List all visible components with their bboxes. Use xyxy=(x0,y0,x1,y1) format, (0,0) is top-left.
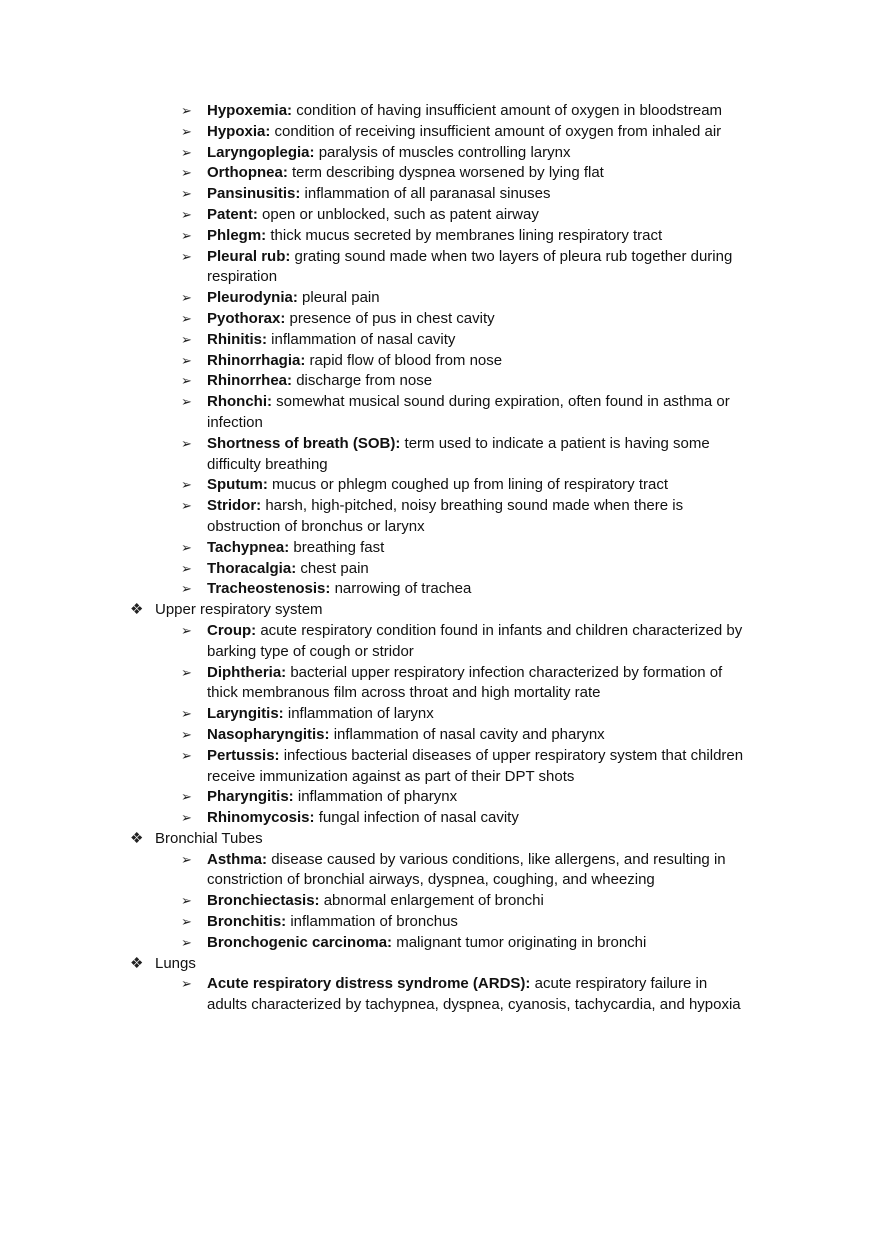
entry-definition: inflammation of nasal cavity xyxy=(271,330,456,348)
entry-definition: paralysis of muscles controlling larynx xyxy=(318,143,571,161)
entry-definition: inflammation of larynx xyxy=(287,705,434,723)
entry-term: Pharyngitis: xyxy=(207,788,294,806)
entry-term: Pansinusitis: xyxy=(207,185,301,203)
entry-term: Tachypnea: xyxy=(207,538,290,556)
entry-definition: constriction of bronchial airways, dyspnea, coughing, and wheezing xyxy=(207,871,655,889)
entry-term: Thoracalgia: xyxy=(207,559,297,577)
section-heading-text: Upper respiratory system xyxy=(155,601,323,619)
section-heading-text: Bronchial Tubes xyxy=(155,829,263,847)
entry-term: Diphtheria: xyxy=(207,663,287,681)
diamond-bullet-icon: ❖ xyxy=(130,829,144,847)
glossary-entry xyxy=(0,974,880,995)
section-heading xyxy=(0,954,880,975)
entry-term: Sputum: xyxy=(207,476,268,494)
glossary-entry-continuation xyxy=(0,455,880,476)
glossary-entry xyxy=(0,663,880,684)
entry-definition: condition of having insufficient amount of oxygen in bloodstream xyxy=(296,102,723,119)
entry-definition: obstruction of bronchus or larynx xyxy=(207,517,425,535)
arrow-bullet-icon: ➢ xyxy=(181,914,192,930)
entry-term: Tracheostenosis: xyxy=(207,580,331,598)
entry-definition: difficulty breathing xyxy=(207,455,328,473)
entry-definition: somewhat musical sound during expiration, often found in asthma or xyxy=(276,393,730,411)
entry-definition: discharge from nose xyxy=(296,372,433,390)
glossary-entry xyxy=(0,288,880,309)
glossary-entry xyxy=(0,163,880,184)
glossary-entry xyxy=(0,725,880,746)
entry-definition: term used to indicate a patient is having some xyxy=(404,434,710,452)
glossary-entry xyxy=(0,787,880,808)
glossary-entry xyxy=(0,891,880,912)
glossary-entry xyxy=(0,392,880,413)
entry-term: Bronchogenic carcinoma: xyxy=(207,933,393,951)
arrow-bullet-icon: ➢ xyxy=(181,165,192,181)
entry-definition: condition of receiving insufficient amount of oxygen from inhaled air xyxy=(274,122,722,140)
glossary-list xyxy=(0,101,880,1016)
entry-term: Nasopharyngitis: xyxy=(207,725,330,743)
entry-definition: presence of pus in chest cavity xyxy=(289,309,495,327)
arrow-bullet-icon: ➢ xyxy=(181,186,192,202)
glossary-entry xyxy=(0,205,880,226)
glossary-entry xyxy=(0,496,880,517)
glossary-entry xyxy=(0,579,880,600)
entry-definition: inflammation of bronchus xyxy=(290,913,458,931)
entry-term: Rhonchi: xyxy=(207,393,272,411)
entry-term: Rhinorrhea: xyxy=(207,372,293,390)
entry-term: Pertussis: xyxy=(207,746,280,764)
entry-definition: term describing dyspnea worsened by lying flat xyxy=(292,164,604,182)
entry-definition: abnormal enlargement of bronchi xyxy=(323,892,544,910)
entry-definition: acute respiratory failure in xyxy=(534,975,708,993)
arrow-bullet-icon: ➢ xyxy=(181,435,192,451)
entry-term: Pyothorax: xyxy=(207,309,286,327)
glossary-entry xyxy=(0,122,880,143)
entry-definition: malignant tumor originating in bronchi xyxy=(396,933,647,951)
glossary-entry xyxy=(0,746,880,767)
arrow-bullet-icon: ➢ xyxy=(181,726,192,742)
entry-definition: respiration xyxy=(207,268,278,286)
glossary-entry xyxy=(0,538,880,559)
glossary-entry-continuation xyxy=(0,683,880,704)
entry-term: Laryngoplegia: xyxy=(207,143,315,161)
arrow-bullet-icon: ➢ xyxy=(181,539,192,555)
arrow-bullet-icon: ➢ xyxy=(181,810,192,826)
entry-term: Shortness of breath (SOB): xyxy=(207,434,401,452)
arrow-bullet-icon: ➢ xyxy=(181,290,192,306)
entry-definition: adults characterized by tachypnea, dyspnea, cyanosis, tachycardia, and hypoxia xyxy=(207,996,741,1014)
section-heading xyxy=(0,600,880,621)
glossary-entry xyxy=(0,143,880,164)
glossary-entry xyxy=(0,184,880,205)
arrow-bullet-icon: ➢ xyxy=(181,310,192,326)
arrow-bullet-icon: ➢ xyxy=(181,706,192,722)
arrow-bullet-icon: ➢ xyxy=(181,498,192,514)
glossary-entry xyxy=(0,330,880,351)
glossary-entry xyxy=(0,933,880,954)
glossary-entry-continuation xyxy=(0,267,880,288)
glossary-entry xyxy=(0,475,880,496)
entry-definition: chest pain xyxy=(300,559,369,577)
entry-definition: mucus or phlegm coughed up from lining of respiratory tract xyxy=(272,476,669,494)
arrow-bullet-icon: ➢ xyxy=(181,789,192,805)
entry-term: Orthopnea: xyxy=(207,164,288,182)
glossary-entry xyxy=(0,101,880,122)
entry-definition: inflammation of pharynx xyxy=(297,788,458,806)
arrow-bullet-icon: ➢ xyxy=(181,394,192,410)
entry-definition: open or unblocked, such as patent airway xyxy=(262,205,539,223)
arrow-bullet-icon: ➢ xyxy=(181,248,192,264)
arrow-bullet-icon: ➢ xyxy=(181,206,192,222)
glossary-entry xyxy=(0,912,880,933)
entry-definition: infectious bacterial diseases of upper respiratory system that children xyxy=(283,746,744,764)
entry-definition: breathing fast xyxy=(293,538,385,556)
section-heading xyxy=(0,829,880,850)
entry-term: Rhinorrhagia: xyxy=(207,351,306,369)
glossary-entry-continuation xyxy=(0,642,880,663)
glossary-entry xyxy=(0,808,880,829)
glossary-entry xyxy=(0,621,880,642)
glossary-entry xyxy=(0,351,880,372)
arrow-bullet-icon: ➢ xyxy=(181,893,192,909)
arrow-bullet-icon: ➢ xyxy=(181,477,192,493)
arrow-bullet-icon: ➢ xyxy=(181,560,192,576)
glossary-entry xyxy=(0,309,880,330)
section-heading-text: Lungs xyxy=(155,954,196,972)
glossary-entry-continuation xyxy=(0,995,880,1016)
entry-definition: infection xyxy=(207,413,263,431)
diamond-bullet-icon: ❖ xyxy=(130,601,144,619)
entry-term: Pleurodynia: xyxy=(207,289,298,307)
entry-term: Croup: xyxy=(207,621,257,639)
entry-term: Bronchitis: xyxy=(207,913,287,931)
entry-term: Pleural rub: xyxy=(207,247,291,265)
glossary-entry-continuation xyxy=(0,413,880,434)
arrow-bullet-icon: ➢ xyxy=(181,352,192,368)
entry-term: Laryngitis: xyxy=(207,705,284,723)
glossary-entry-continuation xyxy=(0,870,880,891)
glossary-entry xyxy=(0,247,880,268)
arrow-bullet-icon: ➢ xyxy=(181,227,192,243)
entry-term: Rhinitis: xyxy=(207,330,267,348)
entry-definition: barking type of cough or stridor xyxy=(207,642,414,660)
entry-definition: fungal infection of nasal cavity xyxy=(318,809,519,827)
arrow-bullet-icon: ➢ xyxy=(181,103,192,118)
entry-term: Patent: xyxy=(207,205,258,223)
entry-definition: narrowing of trachea xyxy=(334,580,472,598)
arrow-bullet-icon: ➢ xyxy=(181,373,192,389)
glossary-entry xyxy=(0,850,880,871)
entry-term: Asthma: xyxy=(207,850,268,868)
arrow-bullet-icon: ➢ xyxy=(181,976,192,992)
arrow-bullet-icon: ➢ xyxy=(181,934,192,950)
glossary-entry xyxy=(0,559,880,580)
entry-term: Phlegm: xyxy=(207,226,267,244)
arrow-bullet-icon: ➢ xyxy=(181,331,192,347)
entry-definition: thick mucus secreted by membranes lining respiratory tract xyxy=(270,226,663,244)
glossary-entry xyxy=(0,371,880,392)
arrow-bullet-icon: ➢ xyxy=(181,747,192,763)
glossary-entry xyxy=(0,434,880,455)
entry-definition: grating sound made when two layers of pleura rub together during xyxy=(294,247,733,265)
entry-term: Bronchiectasis: xyxy=(207,892,320,910)
entry-definition: pleural pain xyxy=(302,289,380,307)
entry-definition: receive immunization against as part of their DPT shots xyxy=(207,767,575,785)
arrow-bullet-icon: ➢ xyxy=(181,581,192,597)
entry-definition: bacterial upper respiratory infection characterized by formation of xyxy=(290,663,723,681)
entry-definition: harsh, high-pitched, noisy breathing sound made when there is xyxy=(265,497,684,515)
entry-definition: acute respiratory condition found in infants and children characterized by xyxy=(260,621,743,639)
entry-term: Hypoxia: xyxy=(207,122,271,140)
arrow-bullet-icon: ➢ xyxy=(181,622,192,638)
entry-term: Hypoxemia: xyxy=(207,102,293,119)
glossary-entry-continuation xyxy=(0,517,880,538)
entry-definition: inflammation of nasal cavity and pharynx xyxy=(333,725,605,743)
entry-term: Rhinomycosis: xyxy=(207,809,315,827)
entry-definition: thick membranous film across throat and high mortality rate xyxy=(207,684,601,702)
entry-definition: rapid flow of blood from nose xyxy=(309,351,503,369)
arrow-bullet-icon: ➢ xyxy=(181,144,192,160)
glossary-entry xyxy=(0,226,880,247)
entry-term: Acute respiratory distress syndrome (ARDS): xyxy=(207,975,531,993)
glossary-entry-continuation xyxy=(0,767,880,788)
arrow-bullet-icon: ➢ xyxy=(181,123,192,139)
entry-definition: inflammation of all paranasal sinuses xyxy=(304,185,551,203)
entry-definition: disease caused by various conditions, like allergens, and resulting in xyxy=(271,850,726,868)
entry-term: Stridor: xyxy=(207,497,262,515)
arrow-bullet-icon: ➢ xyxy=(181,851,192,867)
glossary-entry xyxy=(0,704,880,725)
diamond-bullet-icon: ❖ xyxy=(130,954,144,972)
arrow-bullet-icon: ➢ xyxy=(181,664,192,680)
